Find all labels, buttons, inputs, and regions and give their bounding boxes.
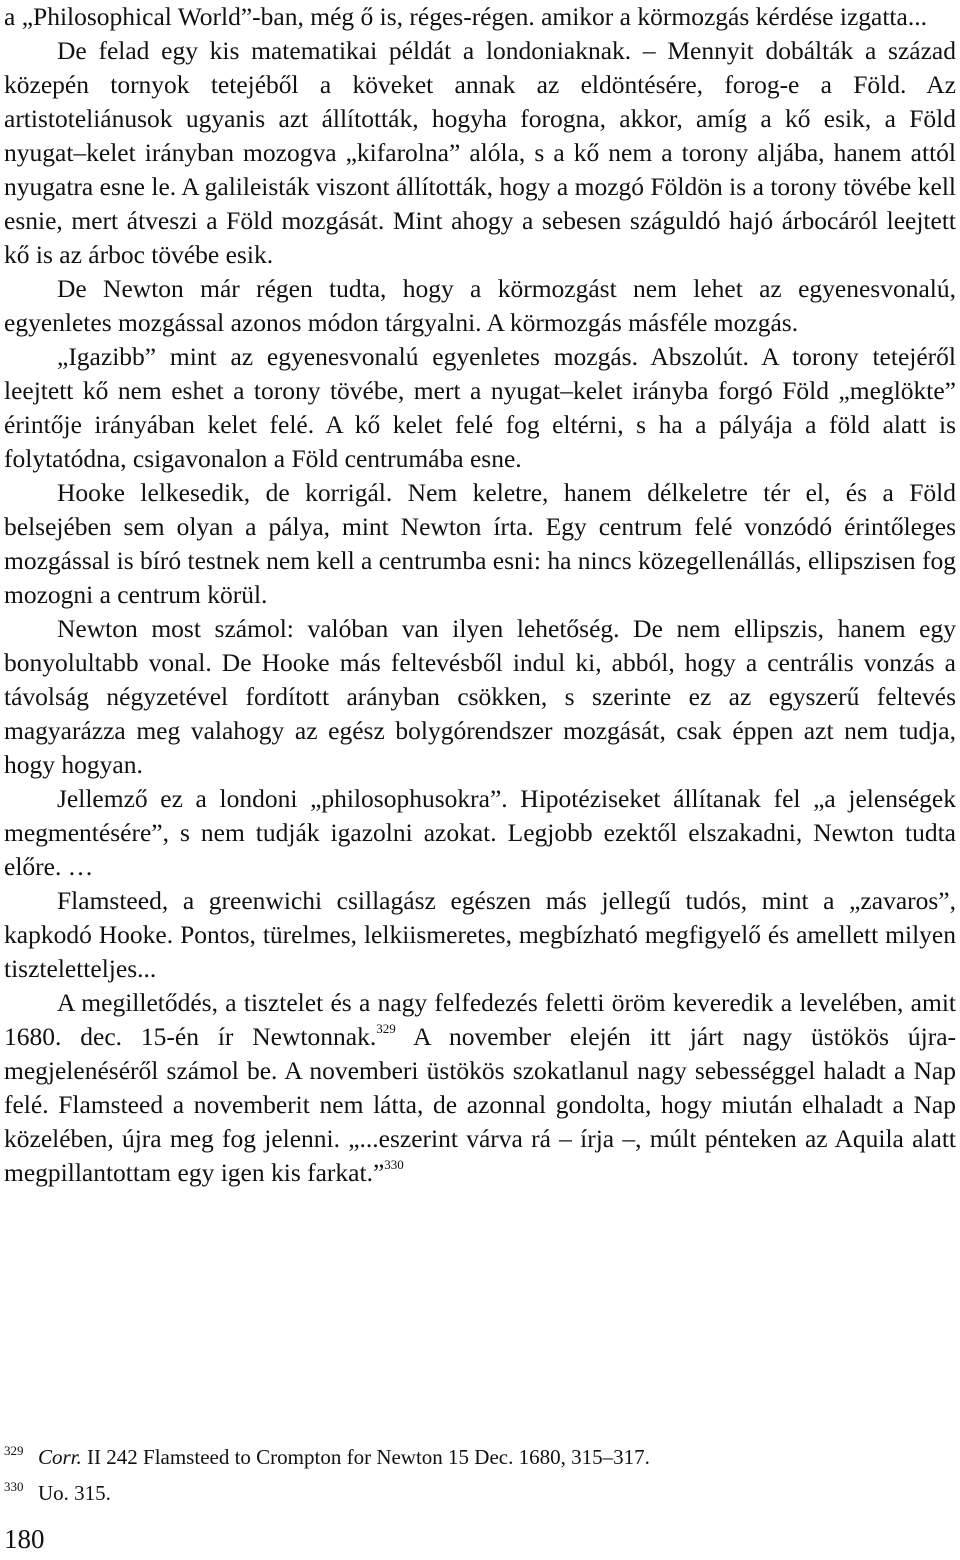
paragraph: De felad egy kis matematikai példát a londoniaknak. – Mennyit dobálták a század közepén tornyok tetejéből a köveket annak az eldöntésére, forog-e a Föld. Az artistoteliánusok ugyanis azt állították, hogyha forogna, akkor, amíg a kő esik, a Föld nyugat–kelet irányban mozogva „kifarolna” alóla, s a kő nem a torony aljába, hanem attól nyugatra esne le. A galileisták viszont állították, hogy a mozgó Földön is a torony tövébe kell esnie, mert átveszi a Föld mozgását. Mint ahogy a sebesen száguldó hajó árbocáról leejtett kő is az árboc tövébe esik. (4, 36, 956, 269)
page-body (4, 0, 956, 1190)
paragraph: Jellemző ez a londoni „philosophusokra”. Hipotéziseket állítanak fel „a jelenségek megmentésére”, s nem tudják igazolni azokat. Legjobb ezektől elszakadni, Newton tudta előre. … (4, 784, 956, 881)
paragraph-text: A november elején itt járt nagy üstökös újra-megjelenéséről számol be. A novemberi üstökös szokatlanul nagy sebességgel haladt a Nap felé. Flamsteed a novemberit nem látta, de azonnal gondolta, hogy miután elhaladt a Nap közelében, újra meg fog jelenni. „...eszerint várva rá – írja –, múlt pénteken az Aquila alatt megpillantottam egy igen kis farkat.” (4, 1022, 957, 1187)
paragraph: a „Philosophical World”-ban, még ő is, réges-régen. amikor a körmozgás kérdése izgatta... (4, 2, 927, 31)
body-text (4, 0, 956, 1190)
footnote-reference[interactable]: 330 (384, 1157, 404, 1172)
page-number: 180 (4, 1524, 45, 1554)
paragraph: De Newton már régen tudta, hogy a körmozgást nem lehet az egyenesvonalú, egyenletes mozgással azonos módon tárgyalni. A körmozgás másféle mozgás. (4, 274, 956, 337)
footnote-number: 329 (4, 1443, 24, 1458)
footnote (4, 1436, 956, 1472)
footnote-number: 330 (4, 1479, 24, 1494)
paragraph: Hooke lelkesedik, de korrigál. Nem keletre, hanem délkeletre tér el, és a Föld belsejében sem olyan a pálya, mint Newton írta. Egy centrum felé vonzódó érintőleges mozgással is bíró testnek nem kell a centrumba esni: ha nincs közegellenállás, ellipszisen fog mozogni a centrum körül. (4, 478, 956, 609)
paragraph-text: A megilletődés, a tisztelet és a nagy felfedezés feletti öröm keveredik a levelében, amit 1680. dec. 15-én ír Newtonnak. (4, 988, 956, 1051)
footnote (4, 1472, 956, 1508)
footnotes (4, 1436, 956, 1508)
footnote-reference[interactable]: 329 (376, 1021, 396, 1036)
footnote-text: II 242 Flamsteed to Crompton for Newton 15 Dec. 1680, 315–317. (81, 1445, 650, 1469)
footnote-abbreviation: Corr. (38, 1445, 82, 1469)
footnote-text: Uo. 315. (38, 1481, 111, 1505)
paragraph: Flamsteed, a greenwichi csillagász egészen más jellegű tudós, mint a „zavaros”, kapkodó Hooke. Pontos, türelmes, lelkiismeretes, megbízható megfigyelő és amellett milyen tiszteletteljes... (4, 886, 956, 983)
paragraph (4, 986, 956, 1190)
paragraph: Newton most számol: valóban van ilyen lehetőség. De nem ellipszis, hanem egy bonyolultabb vonal. De Hooke más feltevésből indul ki, abból, hogy a centrális vonzás a távolság négyzetével fordított arányban csökken, s szerinte ez az egyszerű feltevés magyarázza meg valahogy az egész bolygórendszer mozgását, csak éppen azt nem tudja, hogy hogyan. (4, 614, 956, 779)
paragraph: „Igazibb” mint az egyenesvonalú egyenletes mozgás. Abszolút. A torony tetejéről leejtett kő nem eshet a torony tövébe, mert a nyugat–kelet irányba forgó Föld „meglökte” érintője irányában kelet felé. A kő kelet felé fog eltérni, s ha a pályája a föld alatt is folytatódna, csigavonalon a Föld centrumába esne. (4, 342, 956, 473)
